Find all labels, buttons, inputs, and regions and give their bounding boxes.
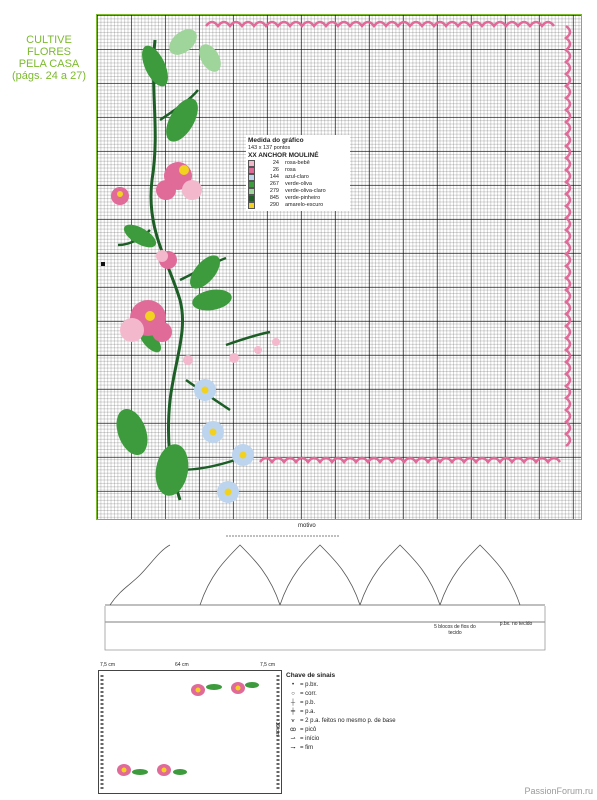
color-swatch xyxy=(248,188,255,195)
watermark: PassionForum.ru xyxy=(524,786,593,796)
stitch-symbol-icon: ⇀ xyxy=(290,736,296,742)
pink-flower xyxy=(120,300,172,342)
color-swatch xyxy=(248,195,255,202)
stitch-symbol-icon: ┼ xyxy=(290,700,296,706)
color-legend xyxy=(246,135,350,211)
key-row xyxy=(286,709,396,716)
anchor-code: 845 xyxy=(269,195,279,201)
legend-row xyxy=(248,195,348,202)
key-label: = p.a. xyxy=(300,709,316,715)
blue-flower xyxy=(194,379,216,401)
title-line: (págs. 24 a 27) xyxy=(12,70,86,82)
color-swatch xyxy=(248,181,255,188)
key-label: = p.b. xyxy=(300,700,316,706)
key-row xyxy=(286,682,396,689)
legend-row xyxy=(248,160,348,167)
anchor-code: 24 xyxy=(272,160,279,166)
legend-row xyxy=(248,167,348,174)
blue-flower xyxy=(217,481,239,503)
key-row xyxy=(286,700,396,707)
key-row xyxy=(286,745,396,752)
key-label: = fim xyxy=(300,745,314,751)
title-line: PELA CASA xyxy=(18,58,80,70)
legend-header: XX ANCHOR MOULINÉ xyxy=(248,152,319,159)
stitch-symbol-icon: ⇁ xyxy=(290,745,296,751)
pink-flower xyxy=(111,187,129,205)
anchor-code: 26 xyxy=(272,167,279,173)
leaf xyxy=(164,24,201,60)
color-name: rosa-bebê xyxy=(285,160,310,166)
color-name: azul-claro xyxy=(285,174,309,180)
anchor-code: 279 xyxy=(269,188,279,194)
scallop-border-top xyxy=(206,22,554,26)
leaf xyxy=(111,405,154,460)
key-row xyxy=(286,736,396,743)
key-label: = início xyxy=(300,736,320,742)
title-line: FLORES xyxy=(26,46,71,58)
leaf xyxy=(137,42,174,90)
blocks-note: 5 blocos de fios do tecido xyxy=(434,624,476,636)
stitch-symbol-icon: • xyxy=(291,682,295,688)
pink-bud xyxy=(272,338,280,346)
legend-size: 143 x 137 pontos xyxy=(248,145,291,151)
leaf xyxy=(195,41,226,76)
measure-left: 7,5 cm xyxy=(100,662,116,668)
blue-flower xyxy=(202,421,224,443)
anchor-code: 267 xyxy=(269,181,279,187)
color-name: amarelo-escuro xyxy=(285,202,324,208)
key-title: Chave de sinais xyxy=(286,672,336,679)
stitch-symbol-icon: ⩛ xyxy=(291,718,295,724)
anchor-code: 144 xyxy=(269,174,279,180)
leaf xyxy=(191,287,234,314)
scallop-border-right xyxy=(566,26,570,446)
leaf xyxy=(160,93,205,147)
pink-bud xyxy=(183,355,193,365)
stitch-symbol-icon: ꝏ xyxy=(289,727,297,733)
measure-height: 39 cm xyxy=(274,722,280,736)
stitch-symbol-icon: ╪ xyxy=(290,709,296,715)
legend-row xyxy=(248,174,348,181)
color-name: verde-oliva-claro xyxy=(285,188,326,194)
title-line: CULTIVE xyxy=(26,34,72,46)
pink-flower xyxy=(156,162,202,200)
color-name: verde-pinheiro xyxy=(285,195,321,201)
key-label: = corr. xyxy=(300,691,317,697)
legend-row xyxy=(248,202,348,209)
color-swatch xyxy=(248,202,255,209)
key-row xyxy=(286,691,396,698)
measure-middle: 64 cm xyxy=(175,662,189,668)
towel-diagram xyxy=(98,670,282,794)
measure-right: 7,5 cm xyxy=(260,662,276,668)
color-name: verde-oliva xyxy=(285,181,312,187)
key-label: = p.bx. xyxy=(300,682,319,688)
key-label: = picô xyxy=(300,727,317,733)
pink-bud xyxy=(254,346,262,354)
color-swatch xyxy=(248,167,255,174)
motivo-label: motivo xyxy=(298,523,316,529)
leaf xyxy=(152,442,193,499)
key-row xyxy=(286,727,396,734)
blue-flower xyxy=(232,444,254,466)
color-swatch xyxy=(248,174,255,181)
legend-row xyxy=(248,181,348,188)
stitch-symbol-icon: ○ xyxy=(291,691,295,697)
key-label: = 2 p.a. feitos no mesmo p. de base xyxy=(300,718,396,724)
pink-flower xyxy=(156,250,177,269)
color-swatch xyxy=(248,160,255,167)
symbol-key xyxy=(286,672,396,754)
pb-note: p.bx. no tecido xyxy=(499,621,533,627)
anchor-code: 290 xyxy=(269,202,279,208)
legend-title: Medida do gráfico xyxy=(248,137,304,144)
scallop-border-bottom xyxy=(260,458,560,462)
legend-row xyxy=(248,188,348,195)
pink-bud xyxy=(229,353,239,363)
color-name: rosa xyxy=(285,167,296,173)
leaf xyxy=(184,250,225,293)
key-row xyxy=(286,718,396,725)
